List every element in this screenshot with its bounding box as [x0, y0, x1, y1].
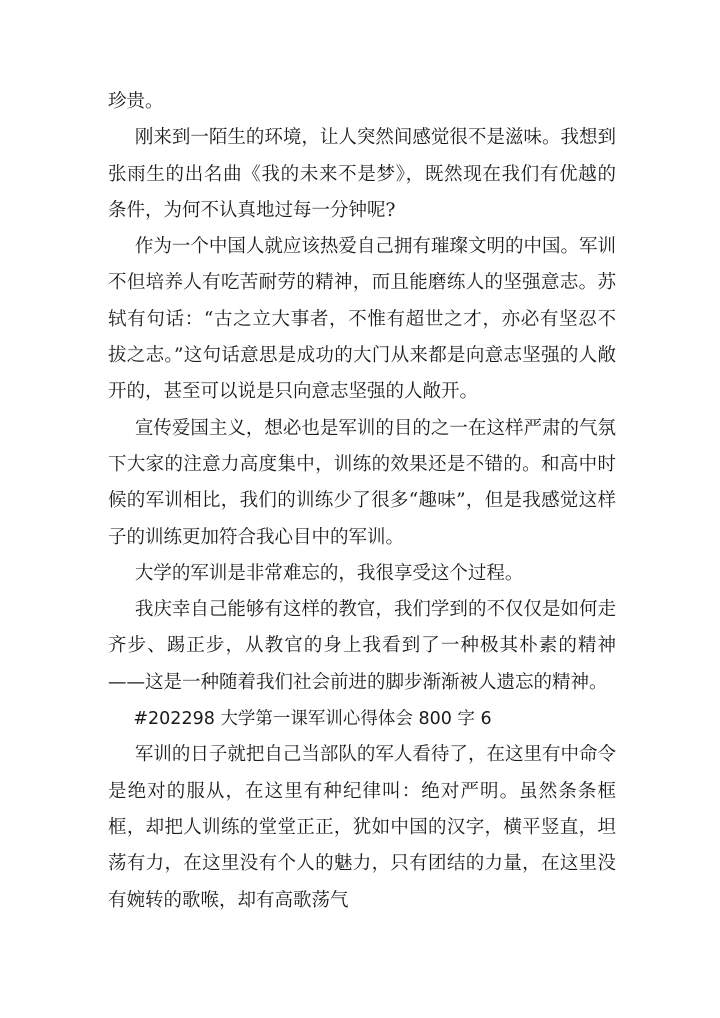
paragraph-6: 我庆幸自己能够有这样的教官，我们学到的不仅仅是如何走齐步、踢正步，从教官的身上我看到了一种极其朴素的精神——这是一种随着我们社会前进的脚步渐渐被人遗忘的精神。 [108, 599, 616, 693]
paragraph-5: 大学的军训是非常难忘的，我很享受这个过程。 [134, 562, 524, 584]
section-heading: #202298 大学第一课军训心得体会 800 字 6 [133, 709, 492, 730]
paragraph-7: 军训的日子就把自己当部队的军人看待了，在这里有中命令是绝对的服从，在这里有种纪律叫：绝对严明。虽然条条框框，却把人训练的堂堂正正，犹如中国的汉字，横平竖直，坦荡有力，在这里没有个人的魅力，只有团结的力量，在这里没有婉转的歌喉，却有高歌荡气 [108, 744, 616, 911]
paragraph-2: 刚来到一陌生的环境，让人突然间感觉很不是滋味。我想到张雨生的出名曲《我的未来不是梦》，既然现在我们有优越的条件，为何不认真地过每一分钟呢? [108, 127, 616, 221]
paragraph-1: 珍贵。 [108, 91, 164, 112]
paragraph-4: 宣传爱国主义，想必也是军训的目的之一在这样严肃的气氛下大家的注意力高度集中，训练的效果还是不错的。和高中时候的军训相比，我们的训练少了很多“趣味”，但是我感觉这样子的训练更加符合我心目中的军训。 [108, 417, 616, 548]
paragraph-3: 作为一个中国人就应该热爱自己拥有璀璨文明的中国。军训不但培养人有吃苦耐劳的精神，而且能磨练人的坚强意志。苏轼有句话：“古之立大事者，不惟有超世之才，亦必有坚忍不拔之志。”这句话意思是成功的大门从来都是向意志坚强的人敞开的，甚至可以说是只向意志坚强的人敞开。 [108, 236, 616, 403]
document-body [108, 84, 616, 919]
